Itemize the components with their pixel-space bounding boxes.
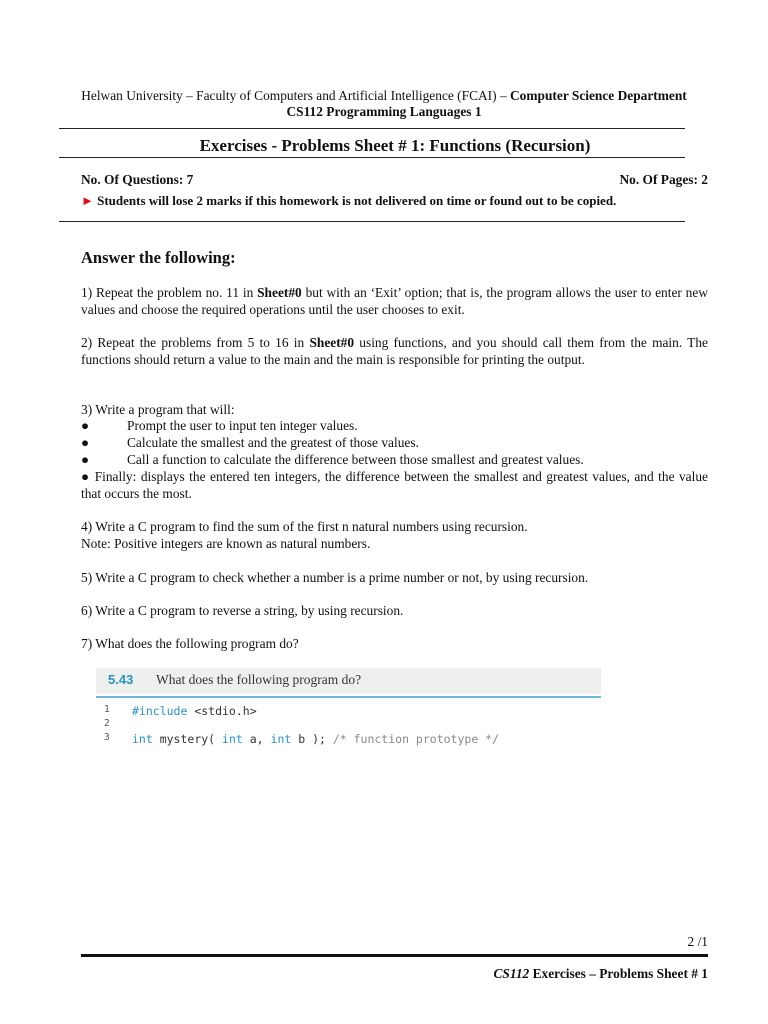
bullet-icon: ● xyxy=(81,469,91,484)
question-1-text-b: but with an ‘Exit’ option; that is, the program allows the user to enter new values and choose the required operations until the user chooses to exit. xyxy=(81,285,708,317)
warning-marker-icon: ► xyxy=(81,193,94,208)
question-1 xyxy=(81,285,708,318)
question-1-text-a: 1) Repeat the problem no. 11 in xyxy=(81,285,258,300)
code-keyword: int xyxy=(132,732,153,746)
exercise-number: 5.43 xyxy=(108,672,134,687)
document-header xyxy=(0,88,768,104)
bullet-text: Prompt the user to input ten integer values. xyxy=(127,418,358,433)
footer-label xyxy=(400,966,708,982)
bullet-icon: ● xyxy=(81,418,90,433)
footer-sheet-label: Exercises – Problems Sheet # 1 xyxy=(529,966,708,981)
section-heading: Answer the following: xyxy=(81,248,236,267)
page-number: 2 /1 xyxy=(687,934,708,949)
footer-rule xyxy=(81,954,708,957)
bullet-text: Calculate the smallest and the greatest of those values. xyxy=(127,435,419,450)
question-3-intro: 3) Write a program that will: xyxy=(81,402,235,417)
meta-rule xyxy=(59,221,685,222)
code-text: mystery( xyxy=(152,732,223,746)
course-title: CS112 Programming Languages 1 xyxy=(286,104,482,119)
question-7: 7) What does the following program do? xyxy=(81,636,299,651)
code-text: a, xyxy=(242,732,271,746)
question-4-note: Note: Positive integers are known as natural numbers. xyxy=(81,536,371,551)
code-keyword: int xyxy=(270,732,292,746)
bullet-text: Call a function to calculate the difference between those smallest and greatest values. xyxy=(127,452,584,467)
code-text: <stdio.h> xyxy=(187,704,257,718)
line-number: 1 xyxy=(104,704,110,715)
code-comment: /* function prototype */ xyxy=(332,732,500,746)
header-rule-bottom xyxy=(59,157,685,158)
pages-count: No. Of Pages: 2 xyxy=(619,172,708,187)
line-number: 3 xyxy=(104,732,110,743)
question-2-sheet-ref: Sheet#0 xyxy=(309,335,355,350)
sheet-title: Exercises - Problems Sheet # 1: Functions (Recursion) xyxy=(199,136,591,155)
question-2 xyxy=(81,335,708,368)
code-figure-rule xyxy=(96,696,601,698)
question-2-text-b: using functions, and you should call them from the main. The functions should return a value to the main and the main is responsible for printing the output. xyxy=(81,335,708,367)
code-keyword: int xyxy=(222,732,243,746)
code-keyword: #include xyxy=(132,704,188,718)
exercise-title: What does the following program do? xyxy=(156,672,362,687)
code-figure-header xyxy=(96,668,601,694)
bullet-text: Finally: displays the entered ten integers, the difference between the smallest and greatest values, and the value that occurs the most. xyxy=(81,469,708,501)
line-number: 2 xyxy=(104,718,110,729)
department-text: Computer Science Department xyxy=(510,88,687,103)
question-4: 4) Write a C program to find the sum of the first n natural numbers using recursion. xyxy=(81,519,528,534)
footer-course: CS112 xyxy=(493,966,530,981)
question-6: 6) Write a C program to reverse a string, by using recursion. xyxy=(81,603,404,618)
warning-line xyxy=(81,193,708,209)
question-3-bullet-last xyxy=(81,469,708,502)
code-text: b ); xyxy=(291,732,333,746)
header-rule-top xyxy=(59,128,685,129)
warning-text: Students will lose 2 marks if this homework is not delivered on time or found out to be copied. xyxy=(97,193,617,208)
questions-count: No. Of Questions: 7 xyxy=(81,172,194,187)
question-1-sheet-ref: Sheet#0 xyxy=(257,285,302,300)
question-2-text-a: 2) Repeat the problems from 5 to 16 in xyxy=(81,335,310,350)
bullet-icon: ● xyxy=(81,435,90,450)
question-5: 5) Write a C program to check whether a number is a prime number or not, by using recursion. xyxy=(81,570,589,585)
bullet-icon: ● xyxy=(81,452,90,467)
code-figure xyxy=(96,668,601,750)
institution-text: Helwan University – Faculty of Computers and Artificial Intelligence (FCAI) – xyxy=(81,88,510,103)
